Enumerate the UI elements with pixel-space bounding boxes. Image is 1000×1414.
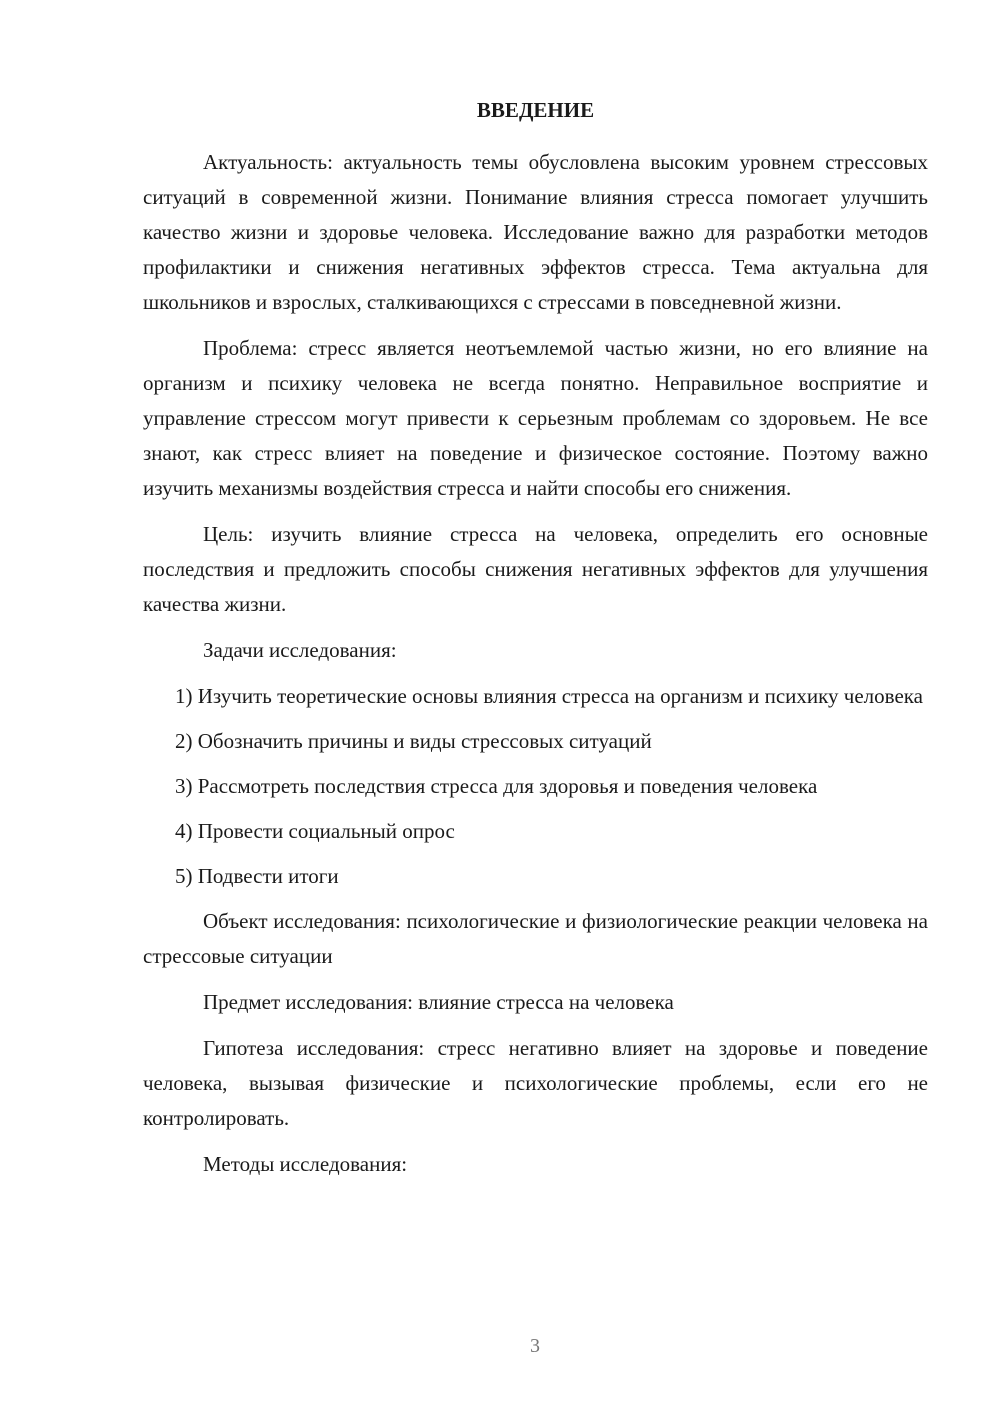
paragraph-problem: Проблема: стресс является неотъемлемой частью жизни, но его влияние на организм и психику человека не всегда понятно. Неправильное восприятие и управление стрессом могут привести к серьезным проблемам со здоровьем. Не все знают, как стресс влияет на поведение и физическое состояние. Поэтому важно изучить механизмы воздействия стресса и найти способы его снижения. <box>143 336 928 500</box>
task-item-4: 4) Провести социальный опрос <box>175 819 455 843</box>
paragraph-goal: Цель: изучить влияние стресса на человека, определить его основные последствия и предложить способы снижения негативных эффектов для улучшения качества жизни. <box>143 522 928 616</box>
paragraph-object: Объект исследования: психологические и физиологические реакции человека на стрессовые ситуации <box>143 909 928 968</box>
paragraph-methods: Методы исследования: <box>203 1152 408 1176</box>
task-item-3: 3) Рассмотреть последствия стресса для здоровья и поведения человека <box>175 774 818 798</box>
paragraph-hypothesis: Гипотеза исследования: стресс негативно влияет на здоровье и поведение человека, вызывая физические и психологические проблемы, если его не контролировать. <box>143 1036 928 1130</box>
task-item-2: 2) Обозначить причины и виды стрессовых ситуаций <box>175 729 652 753</box>
paragraph-subject: Предмет исследования: влияние стресса на человека <box>203 990 674 1014</box>
page-content <box>143 96 928 1193</box>
page-number: 3 <box>530 1335 540 1357</box>
task-item-5: 5) Подвести итоги <box>175 864 339 888</box>
paragraph-relevance: Актуальность: актуальность темы обусловлена высоким уровнем стрессовых ситуаций в современной жизни. Понимание влияния стресса помогает улучшить качество жизни и здоровье человека. Исследование важно для разработки методов профилактики и снижения негативных эффектов стресса. Тема актуальна для школьников и взрослых, сталкивающихся с стрессами в повседневной жизни. <box>143 150 928 314</box>
task-item-1: 1) Изучить теоретические основы влияния стресса на организм и психику человека <box>175 684 923 708</box>
tasks-heading: Задачи исследования: <box>203 638 397 662</box>
section-title: ВВЕДЕНИЕ <box>476 98 595 122</box>
